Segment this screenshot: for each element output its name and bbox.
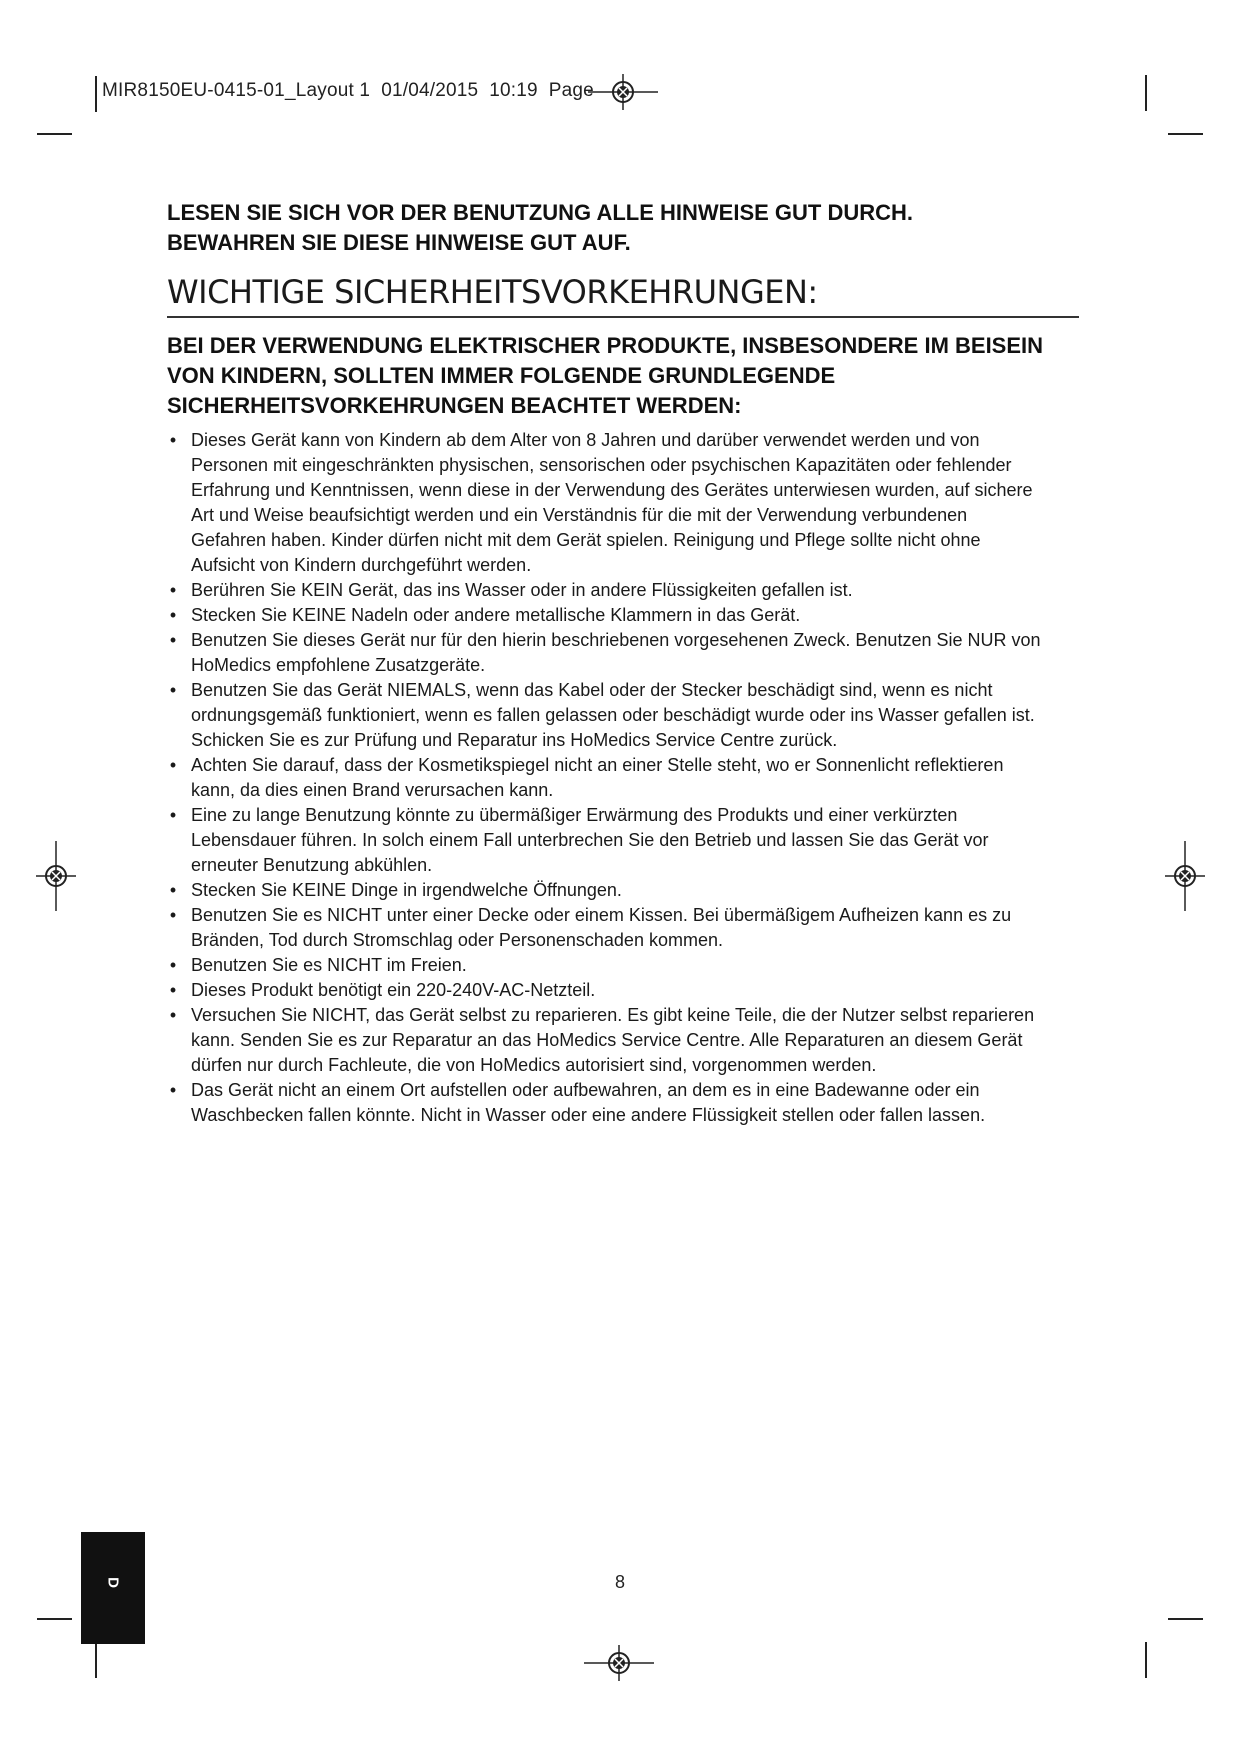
list-item-line: Gefahren haben. Kinder dürfen nicht mit dem Gerät spielen. Reinigung und Pflege sollte nicht ohne bbox=[191, 530, 981, 550]
bullet-icon: • bbox=[169, 805, 177, 825]
list-item bbox=[167, 753, 1077, 803]
language-tab-label: D bbox=[104, 1577, 122, 1588]
crop-mark-bottom-left-h bbox=[37, 1618, 72, 1620]
list-item bbox=[167, 978, 1077, 1003]
list-item-line: Schicken Sie es zur Prüfung und Reparatur ins HoMedics Service Centre zurück. bbox=[191, 730, 838, 750]
bullet-icon: • bbox=[169, 630, 177, 650]
list-item bbox=[167, 578, 1077, 603]
bullet-icon: • bbox=[169, 905, 177, 925]
crop-mark-bottom-left-v bbox=[95, 1642, 97, 1678]
list-item-line: Versuchen Sie NICHT, das Gerät selbst zu reparieren. Es gibt keine Teile, die der Nutzer selbst reparieren bbox=[191, 1005, 1035, 1025]
bullet-icon: • bbox=[169, 955, 177, 975]
list-item-line: Stecken Sie KEINE Dinge in irgendwelche Öffnungen. bbox=[191, 880, 622, 900]
list-item bbox=[167, 603, 1077, 628]
intro-line-2: BEWAHREN SIE DIESE HINWEISE GUT AUF. bbox=[167, 230, 631, 255]
list-item-line: dürfen nur durch Fachleute, die von HoMedics autorisiert sind, vorgenommen werden. bbox=[191, 1055, 877, 1075]
bullet-icon: • bbox=[169, 605, 177, 625]
list-item-line: Berühren Sie KEIN Gerät, das ins Wasser oder in andere Flüssigkeiten gefallen ist. bbox=[191, 580, 853, 600]
list-item bbox=[167, 803, 1077, 878]
safety-list bbox=[167, 428, 1077, 1128]
list-item-line: Personen mit eingeschränkten physischen, sensorischen oder psychischen Kapazitäten oder fehlender bbox=[191, 455, 1012, 475]
list-item-line: HoMedics empfohlene Zusatzgeräte. bbox=[191, 655, 486, 675]
registration-mark-bottom-icon bbox=[584, 1643, 654, 1683]
bullet-icon: • bbox=[169, 980, 177, 1000]
list-item bbox=[167, 1003, 1077, 1078]
subheading-line-3: SICHERHEITSVORKEHRUNGEN BEACHTET WERDEN: bbox=[167, 393, 742, 418]
list-item bbox=[167, 953, 1077, 978]
bullet-icon: • bbox=[169, 1005, 177, 1025]
list-item-line: Lebensdauer führen. In solch einem Fall unterbrechen Sie den Betrieb und lassen Sie das Gerät vor bbox=[191, 830, 989, 850]
list-item-line: Waschbecken fallen könnte. Nicht in Wasser oder eine andere Flüssigkeit stellen oder fallen lassen. bbox=[191, 1105, 986, 1125]
subheading-line-2: VON KINDERN, SOLLTEN IMMER FOLGENDE GRUNDLEGENDE bbox=[167, 363, 836, 388]
header-left-rule bbox=[95, 76, 97, 112]
language-tab bbox=[81, 1532, 145, 1644]
bullet-icon: • bbox=[169, 430, 177, 450]
list-item-line: ordnungsgemäß funktioniert, wenn es fallen gelassen oder beschädigt wurde oder ins Wasser gefallen ist. bbox=[191, 705, 1035, 725]
bullet-icon: • bbox=[169, 880, 177, 900]
list-item bbox=[167, 878, 1077, 903]
list-item bbox=[167, 1078, 1077, 1128]
list-item-line: Benutzen Sie es NICHT unter einer Decke oder einem Kissen. Bei übermäßigem Aufheizen kann es zu bbox=[191, 905, 1012, 925]
list-item bbox=[167, 678, 1077, 753]
list-item-line: Benutzen Sie es NICHT im Freien. bbox=[191, 955, 467, 975]
bullet-icon: • bbox=[169, 580, 177, 600]
list-item bbox=[167, 428, 1077, 578]
registration-mark-top-icon bbox=[588, 72, 658, 112]
page-number: 8 bbox=[614, 1572, 625, 1592]
list-item-line: Dieses Produkt benötigt ein 220-240V-AC-Netzteil. bbox=[191, 980, 596, 1000]
list-item-line: Eine zu lange Benutzung könnte zu übermäßiger Erwärmung des Produkts und einer verkürzten bbox=[191, 805, 958, 825]
list-item-line: Das Gerät nicht an einem Ort aufstellen oder aufbewahren, an dem es in eine Badewanne oder ein bbox=[191, 1080, 980, 1100]
crop-mark-top-right-h bbox=[1168, 133, 1203, 135]
list-item-line: erneuter Benutzung abkühlen. bbox=[191, 855, 433, 875]
print-header-time: 10:19 bbox=[489, 80, 538, 101]
list-item-line: Erfahrung und Kenntnissen, wenn diese in der Verwendung des Gerätes unterwiesen wurden, auf sichere bbox=[191, 480, 1033, 500]
crop-mark-top-right-v bbox=[1145, 75, 1147, 111]
intro-line-1: LESEN SIE SICH VOR DER BENUTZUNG ALLE HINWEISE GUT DURCH. bbox=[167, 200, 914, 225]
list-item-line: kann. Senden Sie es zur Reparatur an das HoMedics Service Centre. Alle Reparaturen an diesem Gerät bbox=[191, 1030, 1023, 1050]
crop-mark-top-left-h bbox=[37, 133, 72, 135]
registration-mark-right-icon bbox=[1165, 841, 1205, 911]
print-header-file: MIR8150EU-0415-01_Layout 1 bbox=[102, 80, 371, 101]
list-item-line: Stecken Sie KEINE Nadeln oder andere metallische Klammern in das Gerät. bbox=[191, 605, 801, 625]
list-item-line: Bränden, Tod durch Stromschlag oder Personenschaden kommen. bbox=[191, 930, 723, 950]
list-item-line: Achten Sie darauf, dass der Kosmetikspiegel nicht an einer Stelle steht, wo er Sonnenlicht reflektieren bbox=[191, 755, 1004, 775]
bullet-icon: • bbox=[169, 680, 177, 700]
list-item-line: kann, da dies einen Brand verursachen kann. bbox=[191, 780, 554, 800]
crop-mark-bottom-right-v bbox=[1145, 1642, 1147, 1678]
page-title: WICHTIGE SICHERHEITSVORKEHRUNGEN: bbox=[167, 272, 1079, 318]
print-header-page-label: Page bbox=[548, 80, 594, 101]
list-item bbox=[167, 903, 1077, 953]
bullet-icon: • bbox=[169, 755, 177, 775]
intro-notice bbox=[167, 198, 1087, 258]
list-item-line: Benutzen Sie dieses Gerät nur für den hierin beschriebenen vorgesehenen Zweck. Benutzen Sie NUR von bbox=[191, 630, 1041, 650]
list-item bbox=[167, 628, 1077, 678]
bullet-icon: • bbox=[169, 1080, 177, 1100]
list-item-line: Art und Weise beaufsichtigt werden und ein Verständnis für die mit der Verwendung verbundenen bbox=[191, 505, 968, 525]
list-item-line: Aufsicht von Kindern durchgeführt werden. bbox=[191, 555, 532, 575]
list-item-line: Benutzen Sie das Gerät NIEMALS, wenn das Kabel oder der Stecker beschädigt sind, wenn es nicht bbox=[191, 680, 993, 700]
registration-mark-left-icon bbox=[36, 841, 76, 911]
print-header-date: 01/04/2015 bbox=[381, 80, 479, 101]
subheading-line-1: BEI DER VERWENDUNG ELEKTRISCHER PRODUKTE, INSBESONDERE IM BEISEIN bbox=[167, 333, 1044, 358]
list-item-line: Dieses Gerät kann von Kindern ab dem Alter von 8 Jahren und darüber verwendet werden und von bbox=[191, 430, 980, 450]
print-header bbox=[102, 80, 594, 102]
crop-mark-bottom-right-h bbox=[1168, 1618, 1203, 1620]
safety-subheading bbox=[167, 331, 1087, 421]
